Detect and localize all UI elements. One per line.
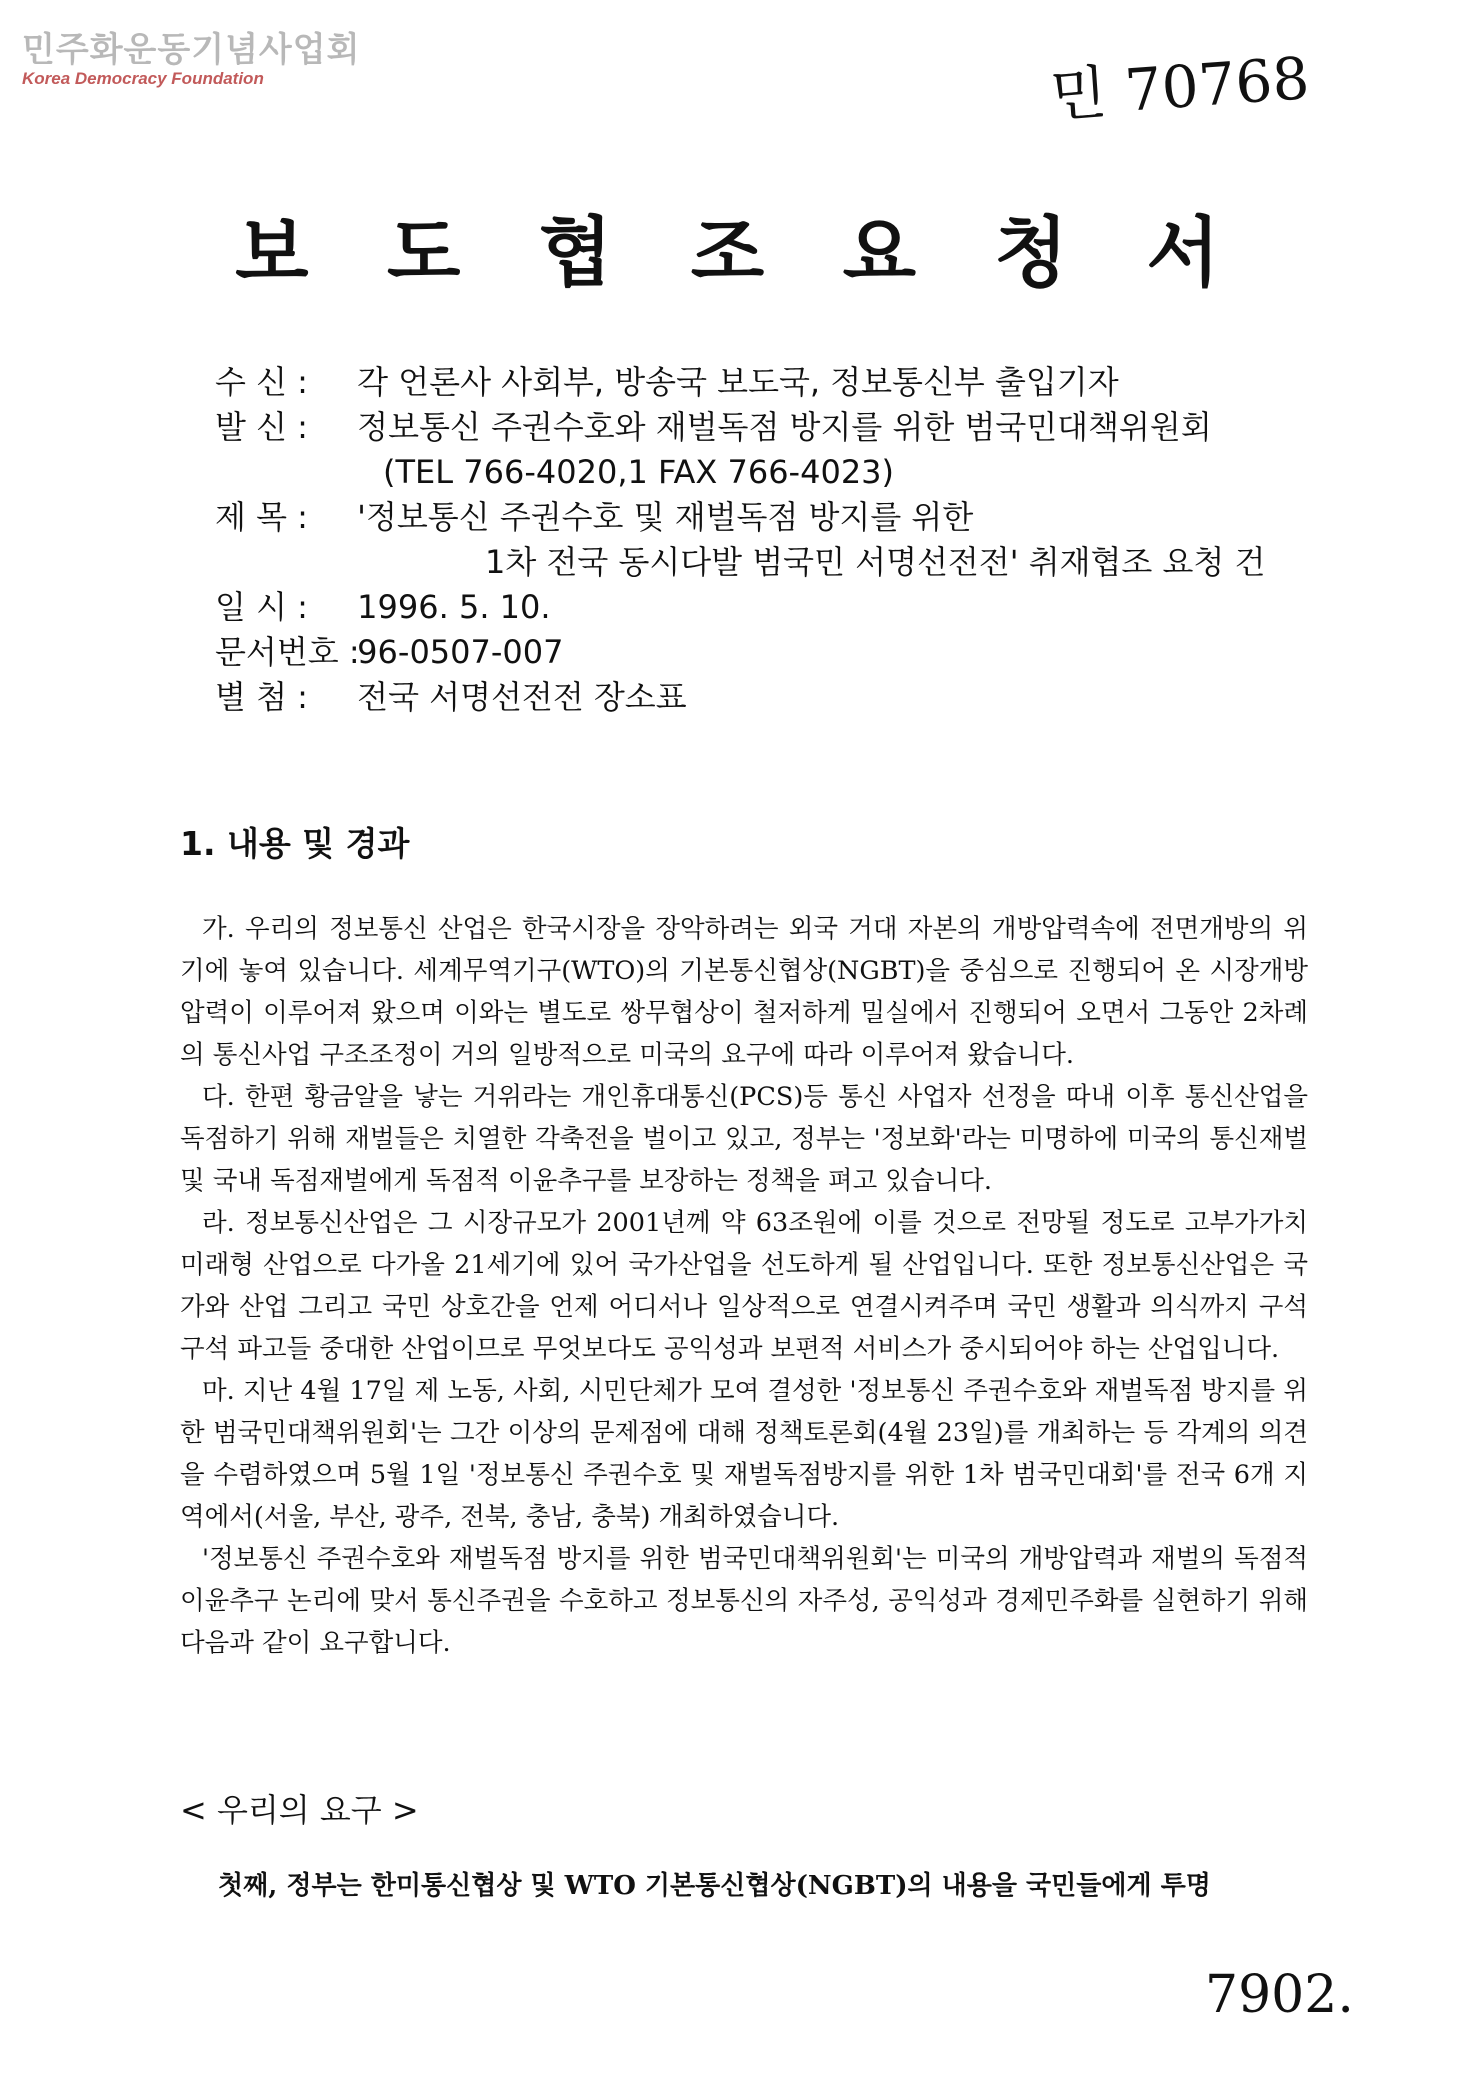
paragraph-closing: '정보통신 주권수호와 재벌독점 방지를 위한 범국민대책위원회'는 미국의 개방압력과 재벌의 독점적 이윤추구 논리에 맞서 통신주권을 수호하고 정보통신의 자주성, 공익성과 경제민주화를 실현하기 위해 다음과 같이 요구합니다.	[180, 1544, 1308, 1658]
recipient-row	[215, 360, 1265, 405]
recipient-value: 각 언론사 사회부, 방송국 보도국, 정보통신부 출입기자	[357, 363, 1119, 401]
attachment-value: 전국 서명선전전 장소표	[357, 678, 687, 716]
attachment-label: 별 첨 :	[215, 678, 308, 716]
contact-row	[215, 450, 1265, 495]
contact-value: (TEL 766-4020,1 FAX 766-4023)	[383, 453, 895, 491]
paragraph-ga: 가. 우리의 정보통신 산업은 한국시장을 장악하려는 외국 거대 자본의 개방압력속에 전면개방의 위기에 놓여 있습니다. 세계무역기구(WTO)의 기본통신협상(NGBT)을 중심으로 진행되어 온 시장개방 압력이 이루어져 왔으며 이와는 별도로 쌍무협상이 철저하게 밀실에서 진행되어 오면서 그동안 2차례의 통신사업 구조조정이 거의 일방적으로 미국의 요구에 따라 이루어져 왔습니다.	[180, 914, 1308, 1070]
logo-english: Korea Democracy Foundation	[22, 69, 264, 88]
header-block	[215, 360, 1265, 720]
handwritten-doc-number: 민 70768	[1048, 44, 1312, 130]
attachment-row	[215, 675, 1265, 720]
subject-label: 제 목 :	[215, 498, 308, 536]
date-row	[215, 585, 1265, 630]
page-title: 보 도 협 조 요 청 서	[235, 208, 1246, 297]
date-value: 1996. 5. 10.	[357, 588, 551, 626]
docno-row	[215, 630, 1265, 675]
paragraph-ma: 마. 지난 4월 17일 제 노동, 사회, 시민단체가 모여 결성한 '정보통신 주권수호와 재벌독점 방지를 위한 범국민대책위원회'는 그간 이상의 문제점에 대해 정책토론회(4월 23일)를 개최하는 등 각계의 의견을 수렴하였으며 5월 1일 '정보통신 주권수호 및 재벌독점방지를 위한 1차 범국민대회'를 전국 6개 지역에서(서울, 부산, 광주, 전북, 충남, 충북) 개최하였습니다.	[180, 1376, 1308, 1532]
section-title: 1. 내용 및 경과	[180, 824, 410, 863]
handwritten-page-number: 7902.	[1205, 1965, 1354, 2025]
subject-row-2	[215, 540, 1265, 585]
date-label: 일 시 :	[215, 588, 308, 626]
sender-value: 정보통신 주권수호와 재벌독점 방지를 위한 범국민대책위원회	[357, 408, 1212, 446]
docno-value: 96-0507-007	[357, 633, 564, 671]
paragraph-ra: 라. 정보통신산업은 그 시장규모가 2001년께 약 63조원에 이를 것으로 전망될 정도로 고부가가치 미래형 산업으로 다가올 21세기에 있어 국가산업을 선도하게 될 산업입니다. 또한 정보통신산업은 국가와 산업 그리고 국민 상호간을 언제 어디서나 일상적으로 연결시켜주며 국민 생활과 의식까지 구석구석 파고들 중대한 산업이므로 무엇보다도 공익성과 보편적 서비스가 중시되어야 하는 산업입니다.	[180, 1208, 1308, 1364]
recipient-label: 수 신 :	[215, 363, 308, 401]
foundation-logo	[22, 22, 360, 89]
body-text	[180, 908, 1308, 1664]
paragraph-da: 다. 한편 황금알을 낳는 거위라는 개인휴대통신(PCS)등 통신 사업자 선정을 따내 이후 통신산업을 독점하기 위해 재벌들은 치열한 각축전을 벌이고 있고, 정부는 '정보화'라는 미명하에 미국의 통신재벌 및 국내 독점재벌에게 독점적 이윤추구를 보장하는 정책을 펴고 있습니다.	[180, 1082, 1308, 1196]
demands-heading: < 우리의 요구 >	[180, 1791, 419, 1829]
sender-label: 발 신 :	[215, 408, 308, 446]
subject-line2: 1차 전국 동시다발 범국민 서명선전전' 취재협조 요청 건	[485, 543, 1266, 581]
sender-row	[215, 405, 1265, 450]
first-demand: 첫째, 정부는 한미통신협상 및 WTO 기본통신협상(NGBT)의 내용을 국민들에게 투명	[218, 1871, 1211, 1901]
subject-row	[215, 495, 1265, 540]
docno-label: 문서번호 :	[215, 633, 360, 671]
logo-korean: 민주화운동기념사업회	[22, 30, 361, 70]
subject-line1: '정보통신 주권수호 및 재벌독점 방지를 위한	[357, 498, 974, 536]
